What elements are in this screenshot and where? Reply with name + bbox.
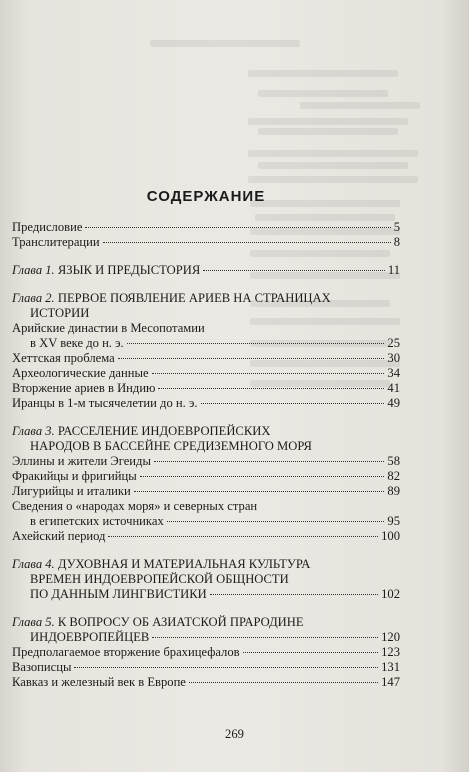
- section-title: в XV веке до н. э.: [30, 336, 124, 350]
- section-title-line: Арийские династии в Месопотамии: [12, 321, 205, 335]
- bleed-line: [258, 162, 408, 169]
- section-title: Фракийцы и фригийцы: [12, 469, 137, 483]
- toc-entry-label: [12, 381, 155, 396]
- toc-entry: [12, 220, 400, 235]
- chapter-spacer: [12, 278, 400, 291]
- bleed-line: [258, 128, 398, 135]
- toc-page-number: 49: [387, 396, 400, 410]
- bleed-line: [150, 40, 300, 47]
- chapter-prefix: Глава 4.: [12, 557, 55, 571]
- leader-dots: [103, 242, 391, 243]
- leader-dots: [108, 536, 378, 537]
- chapter-heading: [12, 615, 304, 629]
- toc-entry: [12, 514, 400, 529]
- leader-dots: [201, 403, 385, 404]
- chapter-title-line: РАССЕЛЕНИЕ ИНДОЕВРОПЕЙСКИХ: [57, 424, 271, 438]
- chapter-heading-line: [12, 306, 400, 321]
- toc-entry: [12, 366, 400, 381]
- leader-dots: [134, 491, 385, 492]
- chapter-heading: [12, 263, 200, 277]
- chapter-heading-line: [12, 572, 400, 587]
- leader-dots: [74, 667, 378, 668]
- toc-page-number: 131: [381, 660, 400, 674]
- chapter-heading-line: [12, 557, 400, 572]
- section-title: Хеттская проблема: [12, 351, 115, 365]
- toc-entry-label: [12, 396, 198, 411]
- leader-dots: [152, 637, 378, 638]
- leader-dots: [210, 594, 378, 595]
- toc-entry-label: [12, 675, 186, 690]
- section-title-line: Сведения о «народах моря» и северных стран: [12, 499, 258, 513]
- chapter-heading: [12, 291, 331, 305]
- toc-entry: [12, 660, 400, 675]
- toc-entry: [12, 484, 400, 499]
- leader-dots: [203, 270, 385, 271]
- toc-body: [12, 220, 400, 690]
- toc-entry-label: [12, 336, 124, 351]
- table-of-contents: [12, 188, 400, 690]
- section-title: Вазописцы: [12, 660, 72, 674]
- toc-page-number: 123: [381, 645, 400, 659]
- toc-entry-label: [12, 469, 137, 484]
- bleed-line: [248, 176, 418, 183]
- chapter-title-line: ПО ДАННЫМ ЛИНГВИСТИКИ: [30, 587, 207, 601]
- page-number: 269: [225, 727, 244, 741]
- toc-entry: [12, 396, 400, 411]
- toc-entry: [12, 645, 400, 660]
- toc-entry: [12, 587, 400, 602]
- bleed-line: [248, 70, 398, 77]
- chapter-prefix: Глава 2.: [12, 291, 55, 305]
- bleed-line: [258, 90, 388, 97]
- toc-page-number: 5: [393, 220, 400, 234]
- toc-page-number: 95: [387, 514, 400, 528]
- chapter-heading: [30, 439, 312, 453]
- toc-page-number: 30: [387, 351, 400, 365]
- chapter-heading-line: [12, 439, 400, 454]
- toc-entry-label: [12, 529, 105, 544]
- chapter-spacer: [12, 602, 400, 615]
- chapter-heading-line: [12, 424, 400, 439]
- toc-entry-label: [12, 514, 164, 529]
- leader-dots: [85, 227, 390, 228]
- toc-entry: [12, 630, 400, 645]
- toc-page-number: 89: [387, 484, 400, 498]
- chapter-prefix: Глава 5.: [12, 615, 55, 629]
- bleed-line: [248, 118, 408, 125]
- chapter-heading: [12, 557, 310, 571]
- toc-entry: [12, 381, 400, 396]
- toc-entry-label: [12, 660, 71, 675]
- chapter-title-line: ВРЕМЕН ИНДОЕВРОПЕЙСКОЙ ОБЩНОСТИ: [30, 572, 289, 586]
- section-title: Ахейский период: [12, 529, 106, 543]
- chapter-heading-line: [12, 291, 400, 306]
- toc-page-number: 100: [381, 529, 400, 543]
- section-title: в египетских источниках: [30, 514, 164, 528]
- chapter-spacer: [12, 544, 400, 557]
- toc-entry: [12, 469, 400, 484]
- section-title: Иранцы в 1-м тысячелетии до н. э.: [12, 396, 198, 410]
- toc-entry: [12, 263, 400, 278]
- chapter-heading: [12, 424, 270, 438]
- chapter-heading: [30, 572, 289, 586]
- toc-entry-label: [12, 630, 149, 645]
- section-title: Вторжение ариев в Индию: [12, 381, 156, 395]
- toc-page-number: 102: [381, 587, 400, 601]
- chapter-heading: [30, 630, 149, 644]
- section-title: Эллины и жители Эгеиды: [12, 454, 151, 468]
- leader-dots: [140, 476, 385, 477]
- toc-entry-label: [12, 645, 240, 660]
- toc-page-number: 120: [381, 630, 400, 644]
- chapter-title-line: ПЕРВОЕ ПОЯВЛЕНИЕ АРИЕВ НА СТРАНИЦАХ: [57, 291, 331, 305]
- chapter-heading: [30, 306, 89, 320]
- chapter-title-line: НАРОДОВ В БАССЕЙНЕ СРЕДИЗЕМНОГО МОРЯ: [30, 439, 312, 453]
- chapter-heading: [30, 587, 207, 601]
- chapter-title-line: ЯЗЫК И ПРЕДЫСТОРИЯ: [57, 263, 201, 277]
- chapter-spacer: [12, 250, 400, 263]
- section-title: Предполагаемое вторжение брахицефалов: [12, 645, 240, 659]
- leader-dots: [189, 682, 378, 683]
- toc-page-number: 147: [381, 675, 400, 689]
- chapter-heading-line: [12, 615, 400, 630]
- toc-page-number: 25: [387, 336, 400, 350]
- front-matter-label: Предисловие: [12, 220, 83, 234]
- toc-entry: [12, 529, 400, 544]
- leader-dots: [167, 521, 385, 522]
- chapter-spacer: [12, 411, 400, 424]
- toc-entry: [12, 235, 400, 250]
- toc-entry: [12, 675, 400, 690]
- toc-page-number: 34: [387, 366, 400, 380]
- section-title: Археологические данные: [12, 366, 149, 380]
- leader-dots: [152, 373, 385, 374]
- toc-entry-label: [12, 484, 131, 499]
- toc-entry-label: [12, 454, 151, 469]
- toc-entry: [12, 336, 400, 351]
- bleed-line: [300, 102, 420, 109]
- toc-page-number: 11: [387, 263, 400, 277]
- bleed-line: [248, 150, 418, 157]
- toc-entry: [12, 454, 400, 469]
- chapter-title-line: ИСТОРИИ: [30, 306, 90, 320]
- toc-page-number: 58: [387, 454, 400, 468]
- page-title: СОДЕРЖАНИЕ: [146, 188, 266, 205]
- leader-dots: [154, 461, 384, 462]
- toc-entry-label: [12, 587, 207, 602]
- leader-dots: [127, 343, 385, 344]
- chapter-prefix: Глава 3.: [12, 424, 55, 438]
- leader-dots: [158, 388, 384, 389]
- toc-entry-label: [12, 263, 200, 278]
- toc-entry-label: [12, 351, 115, 366]
- leader-dots: [118, 358, 385, 359]
- toc-entry: [12, 351, 400, 366]
- chapter-title-line: ДУХОВНАЯ И МАТЕРИАЛЬНАЯ КУЛЬТУРА: [57, 557, 311, 571]
- toc-page-number: 41: [387, 381, 400, 395]
- toc-entry-label: [12, 220, 82, 235]
- chapter-title-line: К ВОПРОСУ ОБ АЗИАТСКОЙ ПРАРОДИНЕ: [57, 615, 304, 629]
- front-matter-label: Транслитерации: [12, 235, 100, 249]
- toc-page-number: 82: [387, 469, 400, 483]
- chapter-prefix: Глава 1.: [12, 263, 55, 277]
- section-title: Лигурийцы и италики: [12, 484, 131, 498]
- toc-entry-label: [12, 366, 149, 381]
- chapter-title-line: ИНДОЕВРОПЕЙЦЕВ: [30, 630, 150, 644]
- toc-page-number: 8: [393, 235, 400, 249]
- toc-entry-label: [12, 235, 100, 250]
- leader-dots: [243, 652, 379, 653]
- section-title: Кавказ и железный век в Европе: [12, 675, 186, 689]
